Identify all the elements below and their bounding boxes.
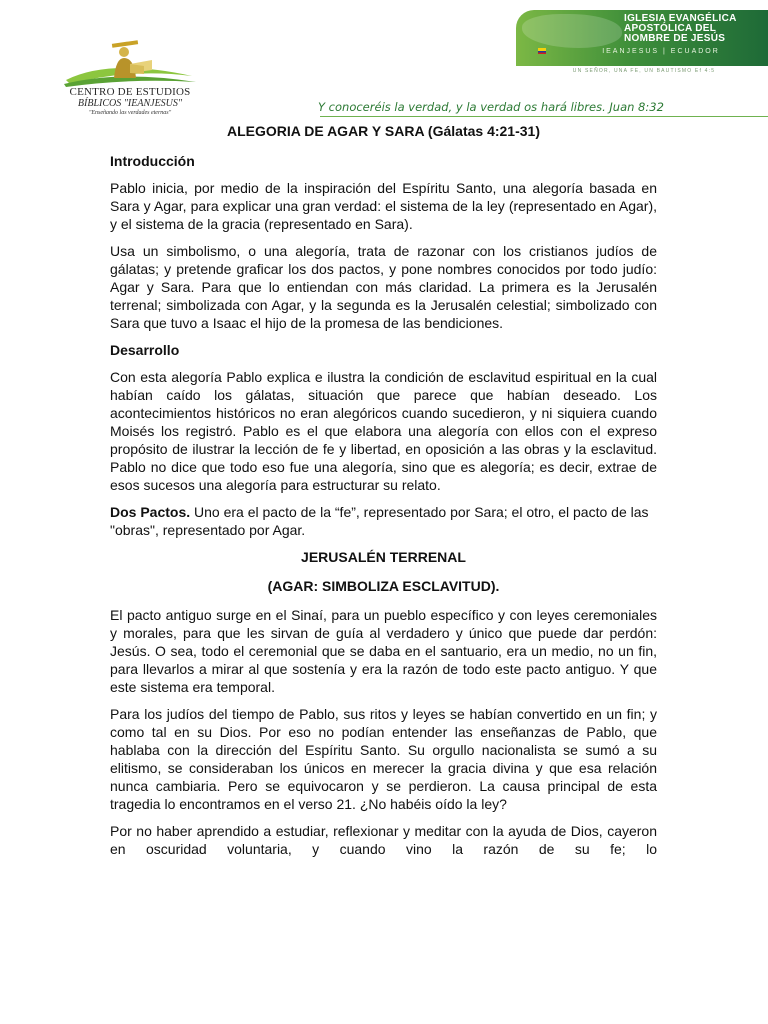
- logo-subtitle: BÍBLICOS "IEANJESUS": [77, 98, 183, 109]
- document-title: ALEGORIA DE AGAR Y SARA (Gálatas 4:21-31): [226, 123, 540, 139]
- section-paragraph-2: Para los judíos del tiempo de Pablo, sus ritos y leyes se habían convertido en un fin; y como tal en su Dios. Por eso no podían entender las enseñanzas de Pablo, que hablaba con la dirección del Espíritu Santo. Su orgullo nacionalista se sumó a su elitismo, se consideraban los únicos en merecer la gracia divina y que esa relación nunca cambiaria. Pero se equivocaron y se perdieron. La causa principal de esta tragedia lo encontramos en el verso 21. ¿No habéis oído la ley?: [110, 706, 657, 812]
- ecuador-flag-icon: [538, 48, 546, 54]
- development-heading: Desarrollo: [110, 342, 180, 358]
- header-divider: [320, 116, 768, 117]
- page-header: [0, 0, 768, 118]
- church-name: [624, 14, 764, 44]
- section-paragraph-1: El pacto antiguo surge en el Sinaí, para un pueblo específico y con leyes ceremoniales y morales, para que les sirvan de guía al verdadero y único que puede dar perdón: Jesús. O sea, todo el ceremonial que se daba en el santuario, era un medio, no un fin, para llevarlos a mirar al que sostenía y era la razón de todo este pacto antiguo. Y que este sistema era temporal.: [110, 607, 657, 695]
- world-map-icon: [522, 14, 622, 48]
- study-center-logo: [60, 40, 200, 118]
- intro-heading: Introducción: [110, 153, 195, 169]
- section-title-2: (AGAR: SIMBOLIZA ESCLAVITUD).: [267, 578, 500, 594]
- section-paragraph-3: Por no haber aprendido a estudiar, reflexionar y meditar con la ayuda de Dios, cayeron en oscuridad voluntaria, y cuando vino la razón de su fe; lo: [110, 823, 657, 857]
- pacts-label: Dos Pactos.: [110, 504, 191, 520]
- church-name-line-3: NOMBRE DE JESÚS: [624, 33, 726, 44]
- logo-tagline: "Enseñando las verdades eternas": [88, 110, 172, 116]
- church-banner: [516, 10, 768, 66]
- section-title-1: JERUSALÉN TERRENAL: [301, 549, 466, 565]
- document-body: [110, 122, 657, 867]
- church-motto: UN SEÑOR, UNA FE, UN BAUTISMO Ef 4:5: [572, 68, 716, 74]
- intro-paragraph-2: Usa un simbolismo, o una alegoría, trata de razonar con los cristianos judíos de gálatas; y pretende graficar los dos pactos, y pone nombres conocidos por todo judío: Agar y Sara. Para que lo entiendan con más claridad. La primera es la Jerusalén terrenal; simbolizada con Agar, y la segunda es la Jerusalén celestial; simbolizado con Sara que tuvo a Isaac el hijo de la promesa de las bendiciones.: [110, 243, 657, 331]
- header-verse: Y conoceréis la verdad, y la verdad os hará libres. Juan 8:32: [318, 100, 664, 114]
- church-name-line-2: APOSTÓLICA DEL: [624, 23, 717, 34]
- development-paragraph: Con esta alegoría Pablo explica e ilustra la condición de esclavitud espiritual en la cual habían caído los gálatas, situación que parece que habían deseado. Los acontecimientos históricos no eran alegóricos cuando sucedieron, y ni siquiera cuando Moisés los registró. Pablo es el que elabora una alegoría con ellos con el expreso propósito de ilustrar la lección de fe y libertad, en oposición a las obras y la esclavitud. Pablo no dice que todo eso fue una alegoría, sino que es alegoría; es decir, extrae de esos sucesos una alegoría para estructurar su relato.: [110, 369, 657, 493]
- church-subtitle: IEANJESUS | ECUADOR: [602, 48, 720, 55]
- intro-paragraph-1: Pablo inicia, por medio de la inspiración del Espíritu Santo, una alegoría basada en Sara y Agar, para explicar una gran verdad: el sistema de la ley (representado en Agar), y el sistema de la gracia (representado en Sara).: [110, 180, 657, 232]
- pacts-text: Uno era el pacto de la “fe”, representado por Sara; el otro, el pacto de las "obras", representado por Agar.: [110, 504, 649, 538]
- graduate-reading-icon: [60, 40, 200, 88]
- logo-title: CENTRO DE ESTUDIOS: [69, 86, 191, 98]
- pacts-paragraph: [110, 503, 657, 539]
- church-name-line-1: IGLESIA EVANGÉLICA: [624, 13, 737, 24]
